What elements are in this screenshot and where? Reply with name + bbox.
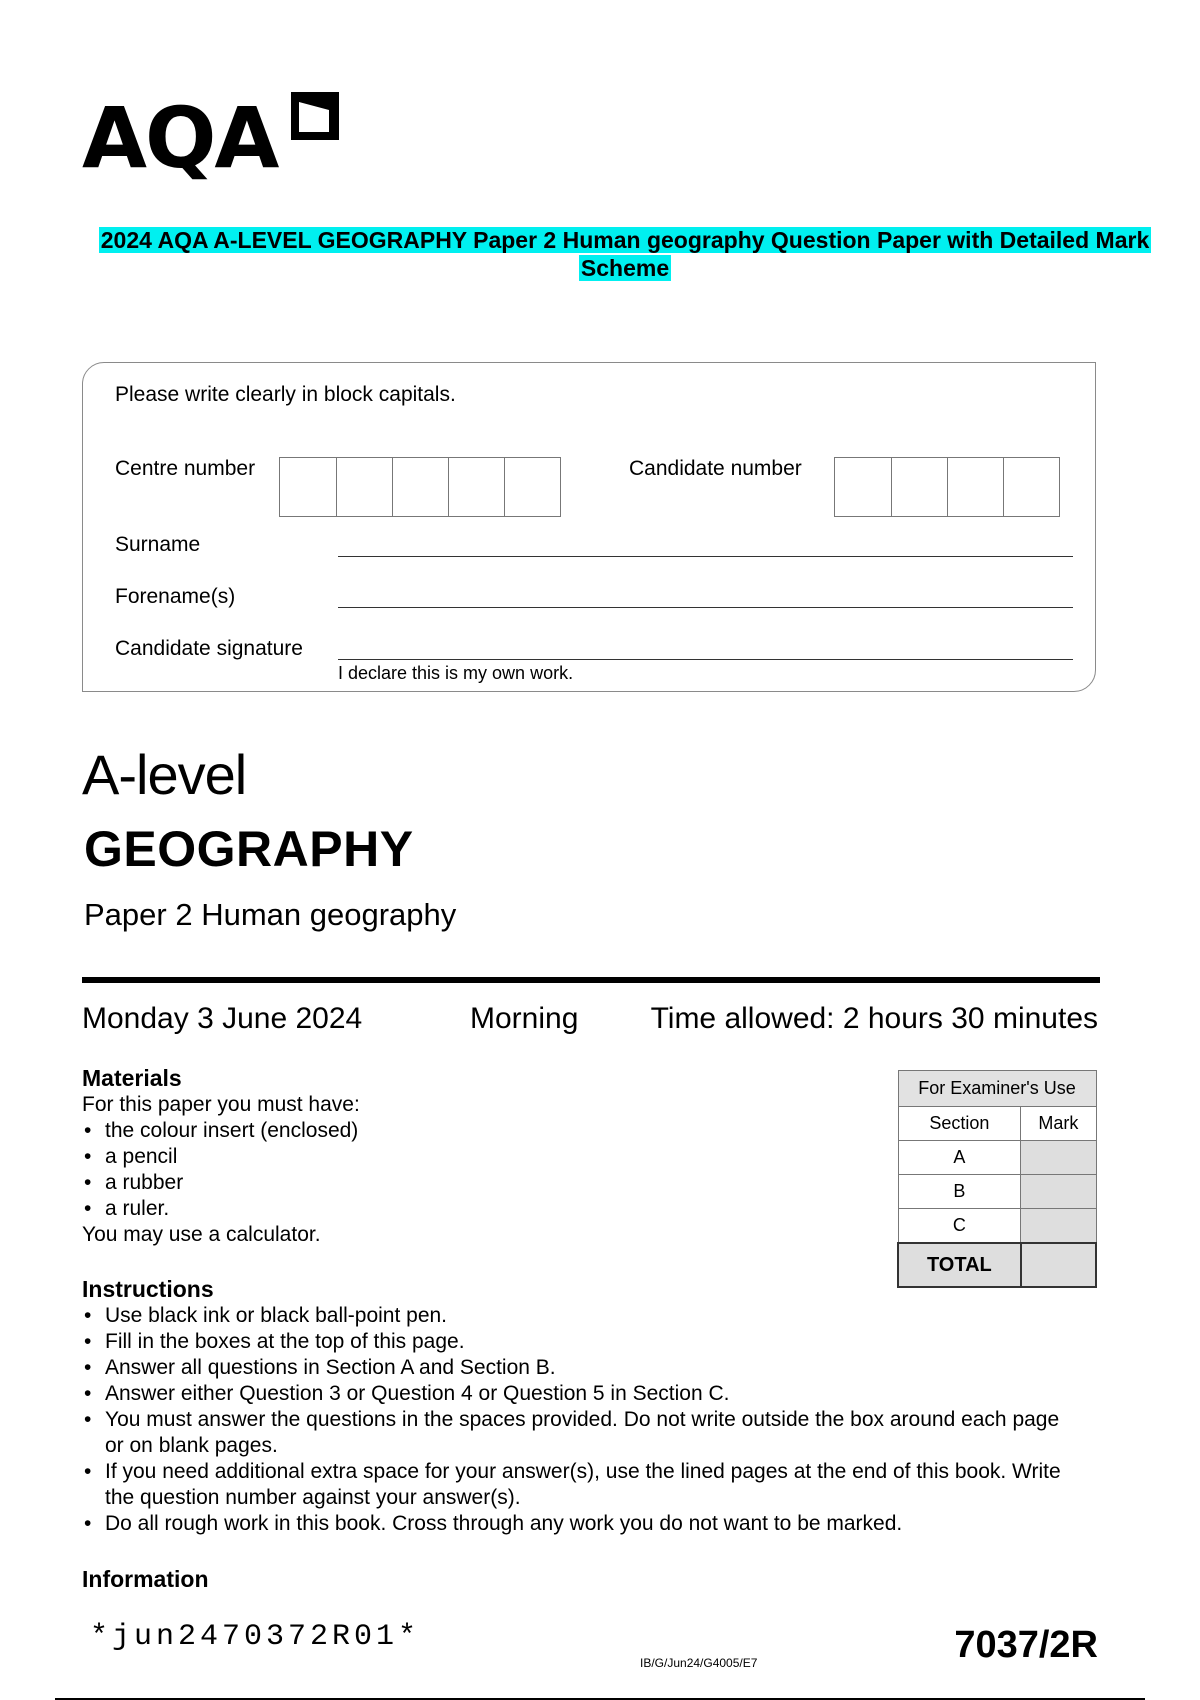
total-label: TOTAL [898, 1243, 1021, 1287]
barcode-text: *jun2470372R01* [90, 1620, 421, 1654]
information-heading: Information [82, 1566, 209, 1592]
calculator-note: You may use a calculator. [82, 1223, 321, 1246]
candidate-number-digit[interactable] [1003, 458, 1059, 516]
surname-label: Surname [115, 533, 201, 556]
materials-intro: For this paper you must have: [82, 1093, 360, 1116]
centre-number-label: Centre number [115, 457, 256, 480]
list-item: • a ruler. [82, 1196, 358, 1222]
materials-heading: Materials [82, 1065, 182, 1091]
aqa-logo [82, 88, 352, 188]
exam-date: Monday 3 June 2024 [82, 1002, 363, 1035]
paper-code: 7037/2R [954, 1624, 1098, 1666]
highlighted-title-text: 2024 AQA A-LEVEL GEOGRAPHY Paper 2 Human geography Question Paper with Detailed Mark Scheme [100, 227, 1150, 281]
table-row [898, 1175, 1096, 1209]
section-column-header: Section [898, 1107, 1021, 1141]
surname-field[interactable] [338, 556, 1073, 557]
signature-field[interactable] [338, 659, 1073, 660]
list-item: • Do all rough work in this book. Cross through any work you do not want to be marked. [82, 1511, 1065, 1537]
centre-number-digit[interactable] [280, 458, 336, 516]
section-label: A [898, 1141, 1021, 1175]
instructions-heading: Instructions [82, 1276, 214, 1302]
materials-list [82, 1118, 358, 1222]
qualification-level: A-level [82, 743, 247, 806]
examiner-use-table [897, 1070, 1097, 1288]
centre-number-boxes[interactable] [279, 457, 561, 517]
list-item: • Use black ink or black ball-point pen. [82, 1303, 1065, 1329]
forenames-field[interactable] [338, 607, 1073, 608]
centre-number-digit[interactable] [392, 458, 448, 516]
mark-cell[interactable] [1021, 1141, 1096, 1175]
candidate-number-boxes[interactable] [834, 457, 1060, 517]
table-row [898, 1209, 1096, 1244]
subject-title: GEOGRAPHY [84, 821, 414, 877]
aqa-logo-text: AQA [82, 89, 278, 187]
section-label: B [898, 1175, 1021, 1209]
mark-cell[interactable] [1021, 1175, 1096, 1209]
exam-session: Morning [470, 1002, 579, 1035]
centre-number-digit[interactable] [504, 458, 560, 516]
table-row [898, 1141, 1096, 1175]
list-item: • Fill in the boxes at the top of this page. [82, 1329, 1065, 1355]
instructions-list [82, 1303, 1065, 1537]
declaration-text: I declare this is my own work. [338, 663, 574, 683]
list-item: • If you need additional extra space for your answer(s), use the lined pages at the end of this book. Write the question number against your answer(s). [82, 1459, 1065, 1511]
forenames-label: Forename(s) [115, 585, 236, 608]
candidate-number-label: Candidate number [629, 457, 802, 480]
section-label: C [898, 1209, 1021, 1244]
paper-name: Paper 2 Human geography [84, 897, 457, 932]
total-row [898, 1243, 1096, 1287]
time-allowed: Time allowed: 2 hours 30 minutes [650, 1002, 1098, 1035]
mark-cell[interactable] [1021, 1209, 1096, 1244]
candidate-number-digit[interactable] [835, 458, 891, 516]
signature-label: Candidate signature [115, 637, 303, 660]
title-divider [82, 977, 1100, 983]
list-item: • the colour insert (enclosed) [82, 1118, 358, 1144]
list-item: • Answer either Question 3 or Question 4 or Question 5 in Section C. [82, 1381, 1065, 1407]
candidate-details-box [82, 362, 1096, 692]
centre-number-digit[interactable] [448, 458, 504, 516]
list-item: • Answer all questions in Section A and Section B. [82, 1355, 1065, 1381]
block-capitals-instruction: Please write clearly in block capitals. [115, 383, 456, 406]
mark-column-header: Mark [1021, 1107, 1096, 1141]
candidate-number-digit[interactable] [947, 458, 1003, 516]
list-item: • a pencil [82, 1144, 358, 1170]
centre-number-digit[interactable] [336, 458, 392, 516]
list-item: • You must answer the questions in the spaces provided. Do not write outside the box around each page or on blank pages. [82, 1407, 1065, 1459]
highlighted-title [60, 226, 1190, 282]
paper-reference: IB/G/Jun24/G4005/E7 [640, 1656, 758, 1670]
total-mark-cell[interactable] [1021, 1243, 1096, 1287]
aqa-leaf-icon [285, 88, 343, 146]
list-item: • a rubber [82, 1170, 358, 1196]
examiner-table-title: For Examiner's Use [898, 1071, 1096, 1107]
candidate-number-digit[interactable] [891, 458, 947, 516]
